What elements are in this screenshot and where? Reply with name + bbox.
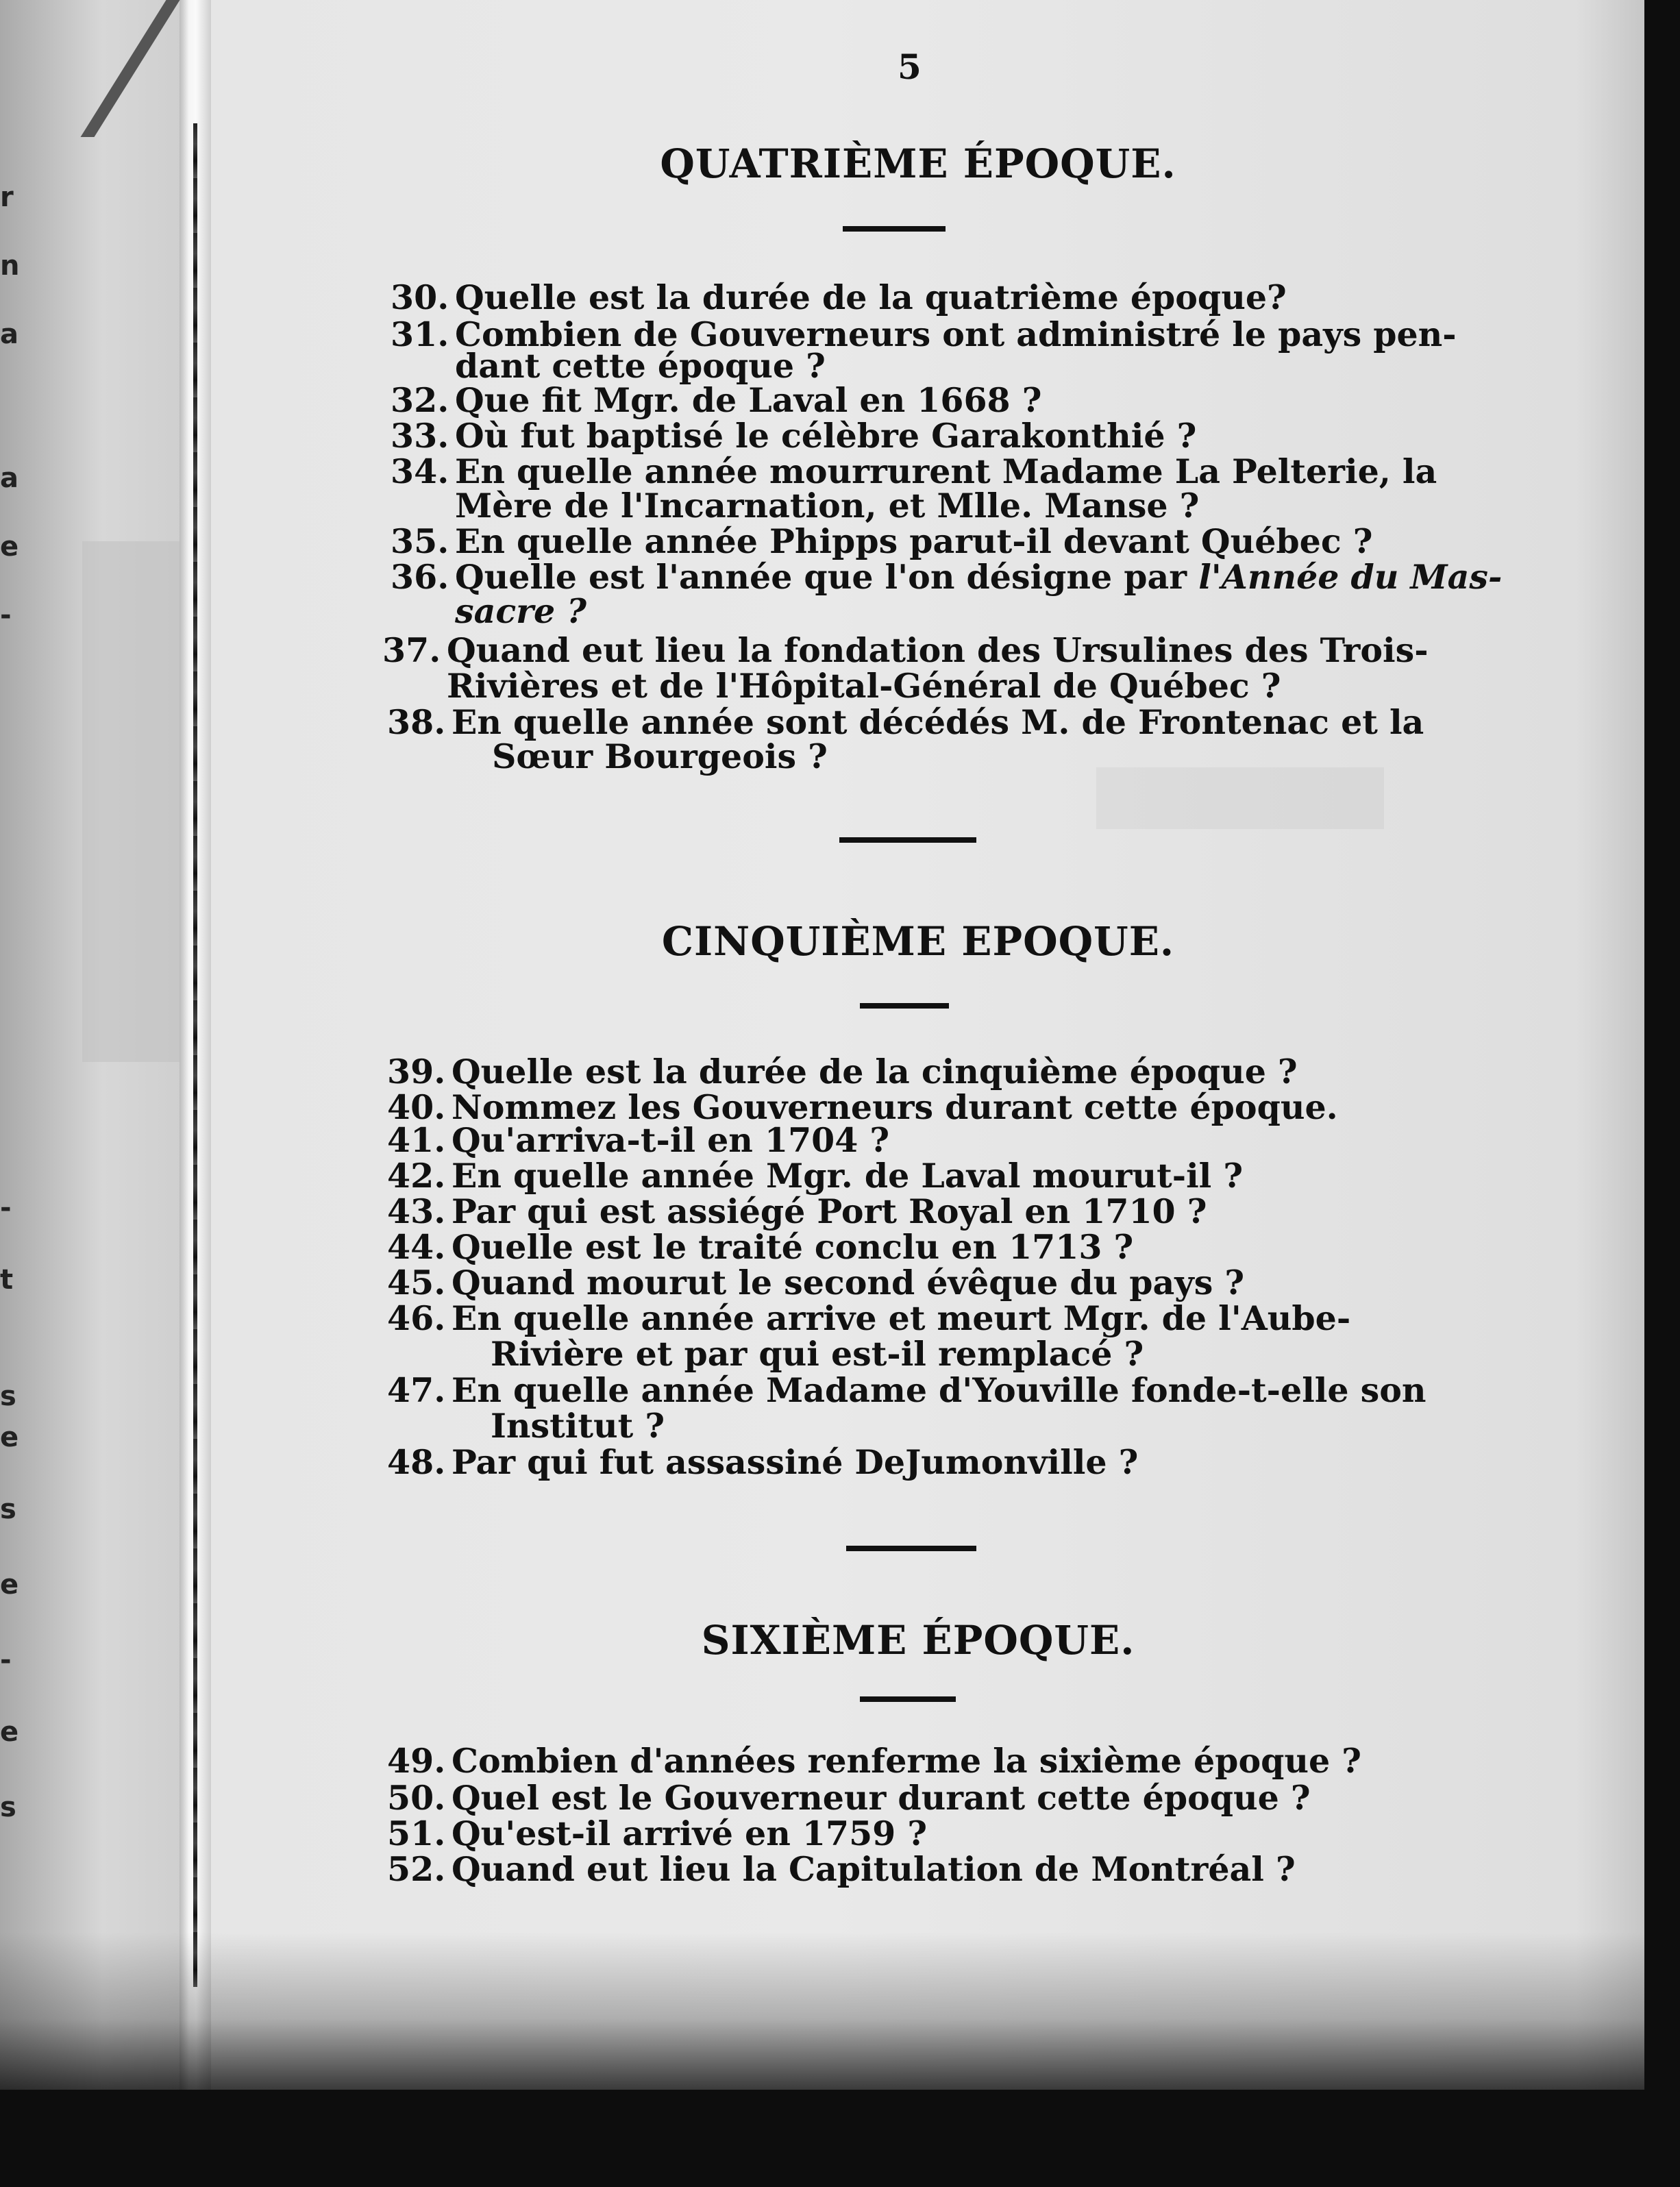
question-37-cont: Rivières et de l'Hôpital-Général de Québec ? [447,666,1281,706]
edge-letter: s [0,1494,16,1525]
edge-letter: - [0,1192,12,1224]
question-31: 31. Combien de Gouverneurs ont administré le pays pen- [391,314,1457,354]
edge-letter: e [0,531,19,563]
edge-letter: s [0,1792,16,1823]
edge-letter: a [0,462,18,494]
edge-letter: s [0,1381,16,1412]
question-41: 41. Qu'arriva-t-il en 1704 ? [387,1120,890,1160]
section-rule [860,1003,949,1009]
question-36-cont: sacre ? [455,591,586,631]
question-46: 46. En quelle année arrive et meurt Mgr. de l'Aube- [387,1298,1351,1338]
edge-letter: - [0,600,12,631]
scan-shadow [0,1932,1644,2090]
section-title-quatrieme: QUATRIÈME ÉPOQUE. [660,140,1176,187]
question-34-cont: Mère de l'Incarnation, et Mlle. Manse ? [455,486,1200,526]
question-33: 33. Où fut baptisé le célèbre Garakonthié ? [391,416,1197,456]
edge-letter: e [0,1716,19,1748]
question-49: 49. Combien d'années renferme la sixième époque ? [387,1741,1361,1781]
question-35: 35. En quelle année Phipps parut-il devant Québec ? [391,521,1373,561]
edge-letter: e [0,1422,19,1453]
edge-letter: n [0,250,20,282]
question-43: 43. Par qui est assiégé Port Royal en 1710 ? [387,1191,1207,1231]
question-30: 30. Quelle est la durée de la quatrième époque? [391,277,1287,317]
section-title-sixieme: SIXIÈME ÉPOQUE. [701,1617,1135,1664]
edge-letter: e [0,1569,19,1601]
question-38-cont: Sœur Bourgeois ? [492,737,828,776]
question-50: 50. Quel est le Gouverneur durant cette époque ? [387,1778,1311,1818]
question-34: 34. En quelle année mourrurent Madame La Pelterie, la [391,452,1437,491]
question-47: 47. En quelle année Madame d'Youville fonde-t-elle son [387,1370,1426,1410]
paper-stain [82,541,185,1062]
question-36: 36. Quelle est l'année que l'on désigne par l'Année du Mas- [391,557,1503,597]
question-51: 51. Qu'est-il arrivé en 1759 ? [387,1814,928,1853]
edge-letter: a [0,319,18,350]
edge-letter: t [0,1264,14,1296]
section-rule [846,1546,976,1551]
question-31-cont: dant cette époque ? [455,346,826,386]
page-number: 5 [898,47,922,87]
question-47-cont: Institut ? [491,1406,665,1446]
section-rule [839,837,976,843]
section-rule [843,226,946,232]
question-44: 44. Quelle est le traité conclu en 1713 ? [387,1227,1134,1267]
question-42: 42. En quelle année Mgr. de Laval mourut-il ? [387,1156,1244,1196]
question-40: 40. Nommez les Gouverneurs durant cette époque. [387,1087,1338,1127]
question-32: 32. Que fit Mgr. de Laval en 1668 ? [391,380,1042,420]
question-52: 52. Quand eut lieu la Capitulation de Montréal ? [387,1849,1296,1889]
fold-edge [193,123,197,1987]
question-38: 38. En quelle année sont décédés M. de Frontenac et la [387,702,1424,742]
question-46-cont: Rivière et par qui est-il remplacé ? [491,1334,1144,1374]
question-37: 37. Quand eut lieu la fondation des Ursulines des Trois- [382,630,1429,670]
edge-letter: r [0,182,14,213]
section-title-cinquieme: CINQUIÈME EPOQUE. [661,918,1175,965]
question-45: 45. Quand mourut le second évêque du pays ? [387,1263,1245,1302]
section-rule [860,1696,956,1702]
edge-letter: - [0,1644,12,1676]
bleed-through [1096,767,1384,829]
question-48: 48. Par qui fut assassiné DeJumonville ? [387,1442,1139,1482]
question-39: 39. Quelle est la durée de la cinquième époque ? [387,1052,1298,1091]
